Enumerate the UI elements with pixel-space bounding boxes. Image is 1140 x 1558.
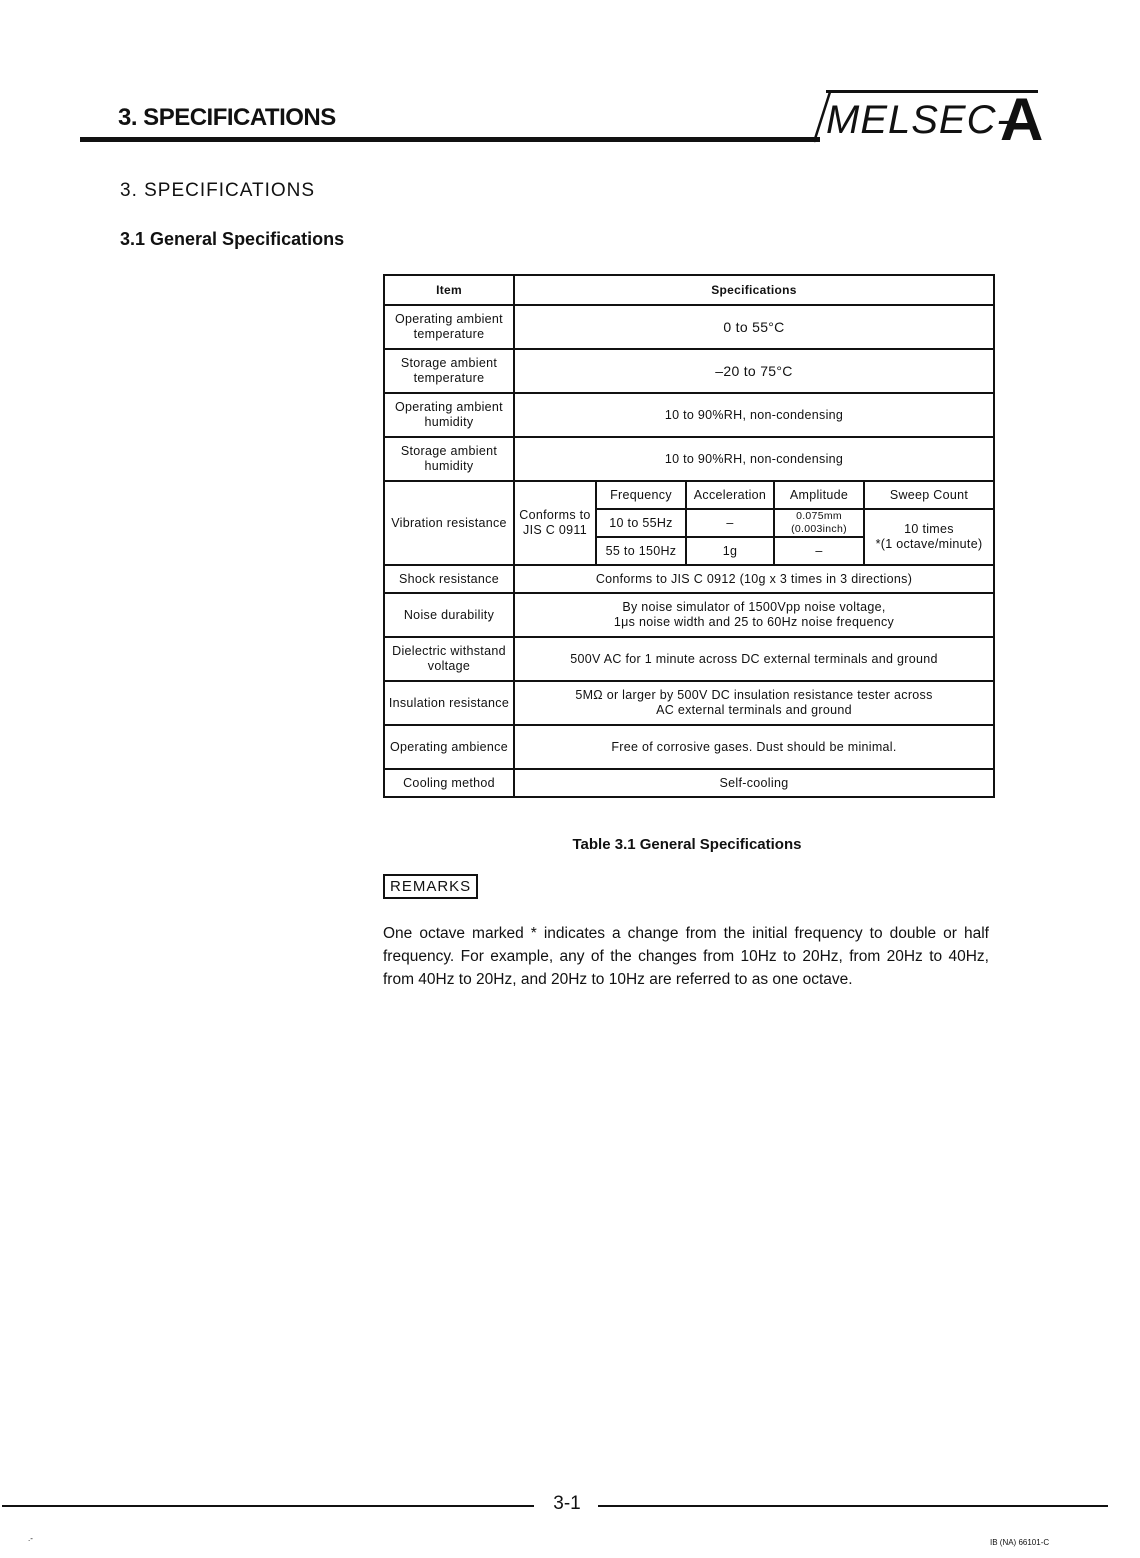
table-row [384, 681, 994, 725]
vibration-head-amplitude: Amplitude [774, 481, 864, 509]
vibration-head-acceleration: Acceleration [686, 481, 774, 509]
table-row [384, 305, 994, 349]
page-number: 3-1 [553, 1493, 581, 1514]
header-rule [80, 137, 820, 142]
vibration-acceleration: – [686, 509, 774, 537]
footer-rule-left [2, 1505, 534, 1507]
vibration-frequency: 55 to 150Hz [596, 537, 686, 565]
row-item: Dielectric withstand voltage [384, 637, 514, 681]
vibration-head-sweep-count: Sweep Count [864, 481, 994, 509]
footer-rule-right [598, 1505, 1108, 1507]
table-row [384, 565, 994, 593]
vibration-head-frequency: Frequency [596, 481, 686, 509]
row-item: Shock resistance [384, 565, 514, 593]
table-row [384, 769, 994, 797]
table-row [384, 593, 994, 637]
row-item: Noise durability [384, 593, 514, 637]
row-item: Operating ambient temperature [384, 305, 514, 349]
remarks-label: REMARKS [383, 874, 478, 899]
table-row [384, 393, 994, 437]
row-spec-line: 5MΩ or larger by 500V DC insulation resistance tester across [575, 688, 933, 702]
document-code: IB (NA) 66101-C [990, 1538, 1050, 1547]
table-row [384, 637, 994, 681]
vibration-conforms: Conforms to JIS C 0911 [514, 481, 596, 565]
running-header-title: 3. SPECIFICATIONS [118, 104, 336, 131]
row-spec-line: By noise simulator of 1500Vpp noise voltage, [622, 600, 886, 614]
table-row [384, 349, 994, 393]
vibration-header-row [384, 481, 994, 509]
footer-mark: .- [28, 1534, 33, 1543]
row-spec [514, 593, 994, 637]
table-row [384, 725, 994, 769]
vibration-item: Vibration resistance [384, 481, 514, 565]
section-title: 3. SPECIFICATIONS [120, 180, 316, 201]
row-spec: –20 to 75°C [514, 349, 994, 393]
row-spec: 500V AC for 1 minute across DC external terminals and ground [514, 637, 994, 681]
remarks-text: One octave marked * indicates a change from the initial frequency to double or half frequency. For example, any of the changes from 10Hz to 20Hz, from 20Hz to 40Hz, from 40Hz to 20Hz, and 20Hz to 10Hz are referred to as one octave. [383, 925, 989, 988]
row-spec: Self-cooling [514, 769, 994, 797]
row-spec: 10 to 90%RH, non-condensing [514, 393, 994, 437]
row-item: Cooling method [384, 769, 514, 797]
row-spec-line: 1μs noise width and 25 to 60Hz noise frequency [613, 615, 895, 629]
row-item: Operating ambience [384, 725, 514, 769]
vibration-sweep-note: *(1 octave/minute) [875, 537, 983, 551]
table-row [384, 437, 994, 481]
vibration-sweep-count: 10 times [904, 522, 954, 536]
vibration-sweep-cell [864, 509, 994, 565]
row-item: Storage ambient temperature [384, 349, 514, 393]
row-spec: Conforms to JIS C 0912 (10g x 3 times in 3 directions) [514, 565, 994, 593]
row-spec [514, 681, 994, 725]
row-spec: Free of corrosive gases. Dust should be minimal. [514, 725, 994, 769]
row-spec: 0 to 55°C [514, 305, 994, 349]
row-item: Insulation resistance [384, 681, 514, 725]
table-header-row [384, 275, 994, 305]
vibration-amplitude: 0.075mm (0.003inch) [774, 509, 864, 537]
subsection-title: 3.1 General Specifications [120, 229, 345, 249]
header-specifications: Specifications [514, 275, 994, 305]
table-caption: Table 3.1 General Specifications [572, 836, 802, 853]
melsec-logo-a: A [1000, 86, 1044, 153]
melsec-logo: MELSEC- [826, 98, 1011, 142]
row-spec: 10 to 90%RH, non-condensing [514, 437, 994, 481]
vibration-acceleration: 1g [686, 537, 774, 565]
general-specifications-table [383, 274, 995, 798]
vibration-frequency: 10 to 55Hz [596, 509, 686, 537]
vibration-amplitude: – [774, 537, 864, 565]
row-item: Storage ambient humidity [384, 437, 514, 481]
row-item: Operating ambient humidity [384, 393, 514, 437]
header-item: Item [384, 275, 514, 305]
row-spec-line: AC external terminals and ground [656, 703, 852, 717]
